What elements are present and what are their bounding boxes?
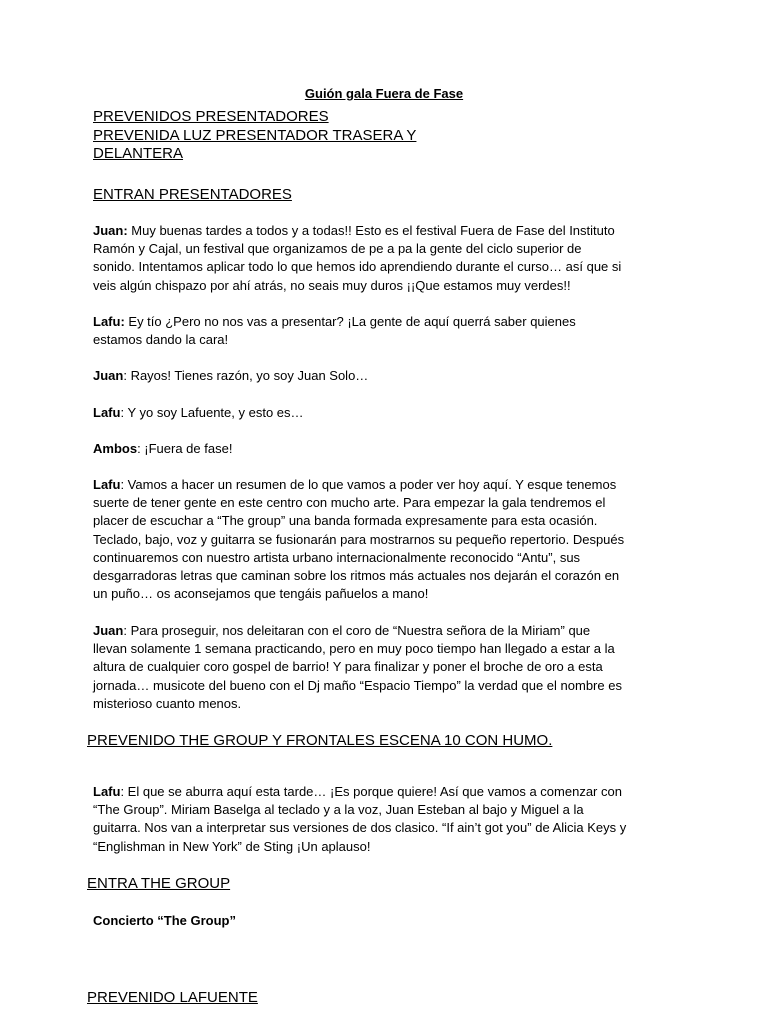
speaker-name: Juan	[93, 368, 124, 383]
dialog-lafu-the-group: Lafu: El que se aburra aquí esta tarde… ¡Es porque quiere! Así que vamos a comenzar con “The Group”. Miriam Baselga al teclado y a la voz, Juan Esteban al bajo y Miguel a la guitarra. Nos van a interpretar sus versiones de dos clasico. “If ain’t got you” de Alicia Keys y “Englishman in New York” de Sting ¡Un aplauso!	[93, 784, 627, 854]
dialog-ambos: Ambos: ¡Fuera de fase!	[93, 441, 233, 456]
dialog-lafu-lafuente: Lafu: Y yo soy Lafuente, y esto es…	[93, 405, 304, 420]
dialog-juan-solo: Juan: Rayos! Tienes razón, yo soy Juan Solo…	[93, 368, 369, 383]
cue-prevenida-luz-line2: DELANTERA	[93, 145, 184, 162]
speaker-name: Ambos	[93, 441, 138, 456]
cue-prevenida-luz-line1: PREVENIDA LUZ PRESENTADOR TRASERA Y	[93, 127, 417, 144]
cue-entra-the-group: ENTRA THE GROUP	[87, 875, 231, 892]
speaker-name: Lafu	[93, 784, 121, 799]
speaker-name: Lafu:	[93, 314, 125, 329]
dialog-juan-proseguir: Juan: Para proseguir, nos deleitaran con el coro de “Nuestra señora de la Miriam” que llevan solamente 1 semana practicando, pero en muy poco tiempo han llegado a estar a la altura de cualquier coro gospel de barrio! Y para finalizar y poner el broche de oro a esta jornada… musicote del bueno con el Dj maño “Espacio Tiempo” la verdad que el nombre es misterioso cuanto menos.	[93, 623, 622, 711]
speaker-name: Lafu	[93, 405, 121, 420]
dialog-juan-intro: Juan: Muy buenas tardes a todos y a todas!! Esto es el festival Fuera de Fase del Instituto Ramón y Cajal, un festival que organizamos de pe a pa la gente del ciclo superior de sonido. Intentamos aplicar todo lo que hemos ido aprendiendo durante el curso… así que si veis algún chispazo por ahí atrás, no seais muy duros ¡¡Que estamos muy verdes!!	[93, 223, 622, 293]
script-title: Guión gala Fuera de Fase	[304, 86, 464, 101]
speaker-name: Lafu	[93, 477, 121, 492]
speaker-name: Juan	[93, 623, 124, 638]
dialog-lafu-question: Lafu: Ey tío ¿Pero no nos vas a presentar? ¡La gente de aquí querrá saber quienes estamos dando la cara!	[93, 314, 576, 348]
cue-entran-presentadores: ENTRAN PRESENTADORES	[93, 186, 292, 203]
concert-the-group: Concierto “The Group”	[93, 913, 236, 928]
dialog-lafu-resumen: Lafu: Vamos a hacer un resumen de lo que vamos a poder ver hoy aquí. Y esque tenemos suerte de tener gente en este centro con mucho arte. Para empezar la gala tendremos el placer de escuchar a “The group” una banda formada expresamente para esta ocasión. Teclado, bajo, voz y guitarra se fusionarán para mostrarnos su pequeño repertorio. Después continuaremos con nuestro artista urbano internacionalmente reconocido “Antu”, sus desgarradoras letras que caminan sobre los ritmos más actuales nos dejarán el corazón en un puño… os aconsejamos que tengáis pañuelos a mano!	[93, 477, 625, 602]
speaker-name: Juan:	[93, 223, 128, 238]
cue-prevenidos-presentadores: PREVENIDOS PRESENTADORES	[93, 108, 329, 125]
cue-prevenido-the-group: PREVENIDO THE GROUP Y FRONTALES ESCENA 10 CON HUMO.	[87, 732, 553, 749]
cue-prevenido-lafuente: PREVENIDO LAFUENTE	[87, 989, 258, 1006]
